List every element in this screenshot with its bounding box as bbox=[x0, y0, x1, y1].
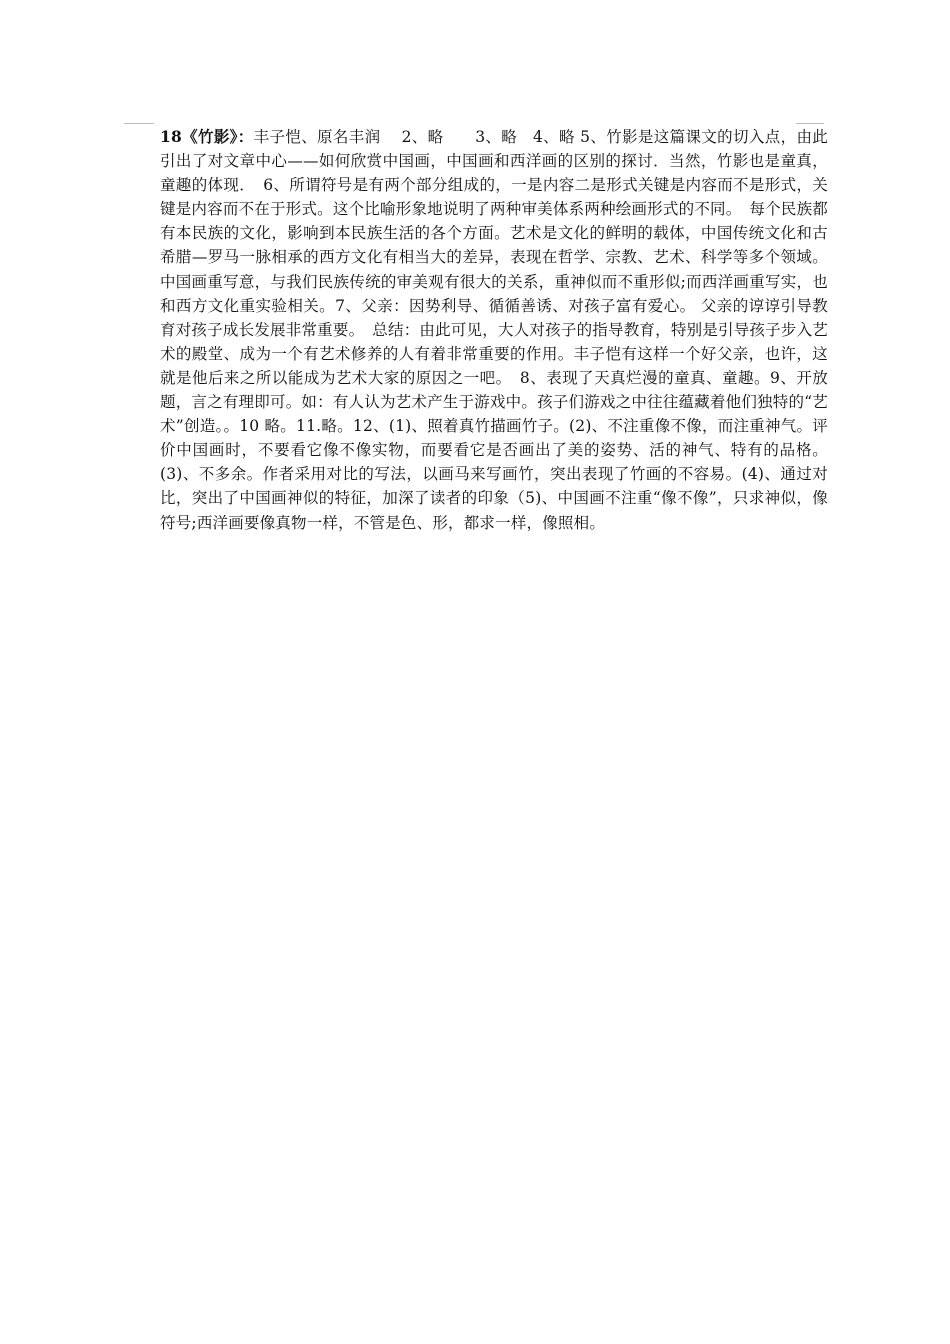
lesson-heading: 18《竹影》 bbox=[160, 127, 238, 146]
page-corner-mark-right bbox=[796, 123, 824, 124]
document-body bbox=[160, 125, 828, 535]
answer-text: 丰子恺、原名丰润 2、略 3、略 4、略 5、竹影是这篇课文的切入点，由此引出了对文章中心——如何欣赏中国画，中国画和西洋画的区别的探讨．当然，竹影也是童真，童趣的体现． 6、所谓符号是有两个部分组成的，一是内容二是形式关键是内容而不是形式，关键是内容而不在于形式。这个比喻形象地说明了两种审美体系两种绘画形式的不同。 每个民族都有本民族的文化，影响到本民族生活的各个方面。艺术是文化的鲜明的载体，中国传统文化和古希腊—罗马一脉相承的西方文化有相当大的差异，表现在哲学、宗教、艺术、科学等多个领域。中国画重写意，与我们民族传统的审美观有很大的关系，重神似而不重形似;而西洋画重写实，也和西方文化重实验相关。7、父亲：因势利导、循循善诱、对孩子富有爱心。 父亲的谆谆引导教育对孩子成长发展非常重要。 总结：由此可见，大人对孩子的指导教育，特别是引导孩子步入艺术的殿堂、成为一个有艺术修养的人有着非常重要的作用。丰子恺有这样一个好父亲，也许，这就是他后来之所以能成为艺术大家的原因之一吧。 8、表现了天真烂漫的童真、童趣。9、开放题，言之有理即可。如：有人认为艺术产生于游戏中。孩子们游戏之中往往蕴藏着他们独特的“艺术”创造。。10 略。11.略。12、(1)、照着真竹描画竹子。(2)、不注重像不像，而注重神气。评价中国画时，不要看它像不像实物，而要看它是否画出了美的姿势、活的神气、特有的品格。(3)、不多余。作者采用对比的写法，以画马来写画竹，突出表现了竹画的不容易。(4)、通过对比，突出了中国画神似的特征，加深了读者的印象（5)、中国画不注重“像不像”，只求神似，像符号;西洋画要像真物一样，不管是色、形，都求一样，像照相。 bbox=[160, 128, 828, 532]
page-corner-mark-left bbox=[124, 123, 154, 124]
lesson-heading-colon: ： bbox=[237, 127, 254, 146]
